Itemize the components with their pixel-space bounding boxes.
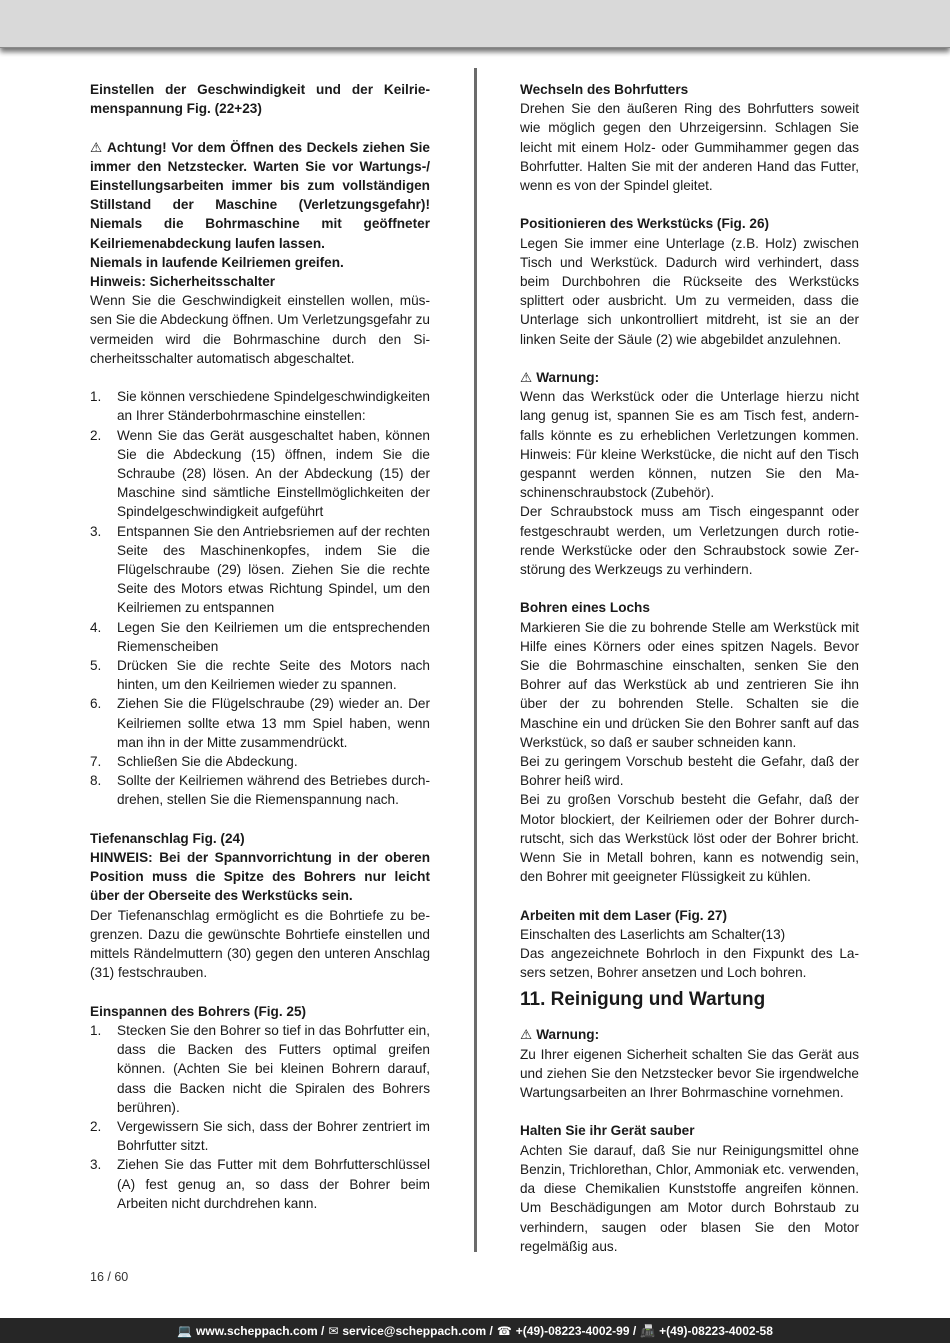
speed-steps-list [90, 387, 430, 809]
warning-icon: ⚠ [90, 139, 104, 155]
envelope-icon: ✉ [328, 1323, 339, 1338]
footer-phone: +(49)-08223-4002-99 / [515, 1323, 637, 1338]
list-item: 1. Stecken Sie den Bohrer so tief in das Bohrfutter ein, dass die Backen des Futters optimal greifen können. (Achten Sie bei kleinen Bohrern darauf, dass die Backen nicht die Spiralen des Bohrers berühren). [90, 1022, 430, 1115]
list-item: 8. Sollte der Keilriemen während des Betriebes durchdrehen, stellen Sie die Riemenspannung nach. [90, 773, 430, 808]
laser-title: Arbeiten mit dem Laser (Fig. 27) [520, 907, 727, 923]
depth-stop-text: Der Tiefenanschlag ermöglicht es die Bohrtiefe zu begrenzen. Dazu die gewünschte Bohrtiefe einstellen und mittels Rändelmuttern (30) gegen den unteren Anschlag (31) festschrauben. [90, 907, 430, 981]
footer-email-link[interactable]: service@scheppach.com / [342, 1323, 493, 1338]
list-item: 2. Vergewissern Sie sich, dass der Bohrer zentriert im Bohrfutter sitzt. [90, 1118, 430, 1154]
column-divider [474, 68, 477, 1252]
speed-warning [90, 138, 430, 253]
cleaning-warning-text: Zu Ihrer eigenen Sicherheit schalten Sie das Gerät aus und ziehen Sie den Netzstecker bevor Sie irgendwelche Wartungsarbeiten an Ihrer Bohrmaschine vornehmen. [520, 1046, 859, 1101]
footer-fax: +(49)-08223-4002-58 [659, 1323, 773, 1338]
list-item: 2. Wenn Sie das Gerät ausgeschaltet haben, können Sie die Abdeckung (15) öffnen, indem Sie die Schraube (28) lösen. An der Abdeckung (15) der Maschine sind sämtliche Einstellmöglichkeiten der Spindelgeschwindigkeit aufgeführt [90, 427, 430, 520]
drilling-hole-text: Markieren Sie die zu bohrende Stelle am Werkstück mit Hilfe eines Körners oder eines spitzen Nagels. Bevor Sie die Bohrmaschine einschalten, senken Sie den Bohrer auf das Werkstück ab und zentrieren Sie ihn über der zu bohrenden Stelle. Schalten sie die Maschine ein und drücken Sie den Bohrer sanft auf das Werkstück, so daß er sauber schneiden kann. [520, 619, 859, 750]
drilling-low-feed-text: Bei zu geringem Vorschub besteht die Gefahr, daß der Bohrer heiß wird. [520, 754, 859, 789]
left-column [90, 80, 430, 1213]
clamp-drill-title: Einspannen des Bohrers (Fig. 25) [90, 1003, 307, 1019]
speed-section-title: Einstellen der Geschwindigkeit und der Keilriemenspannung Fig. (22+23) [90, 82, 430, 117]
top-header-bar [0, 0, 950, 48]
list-item: 3. Ziehen Sie das Futter mit dem Bohrfutterschlüssel (A) fest genug an, so dass der Bohrer beim Arbeiten nicht durchdrehen kann. [90, 1157, 430, 1211]
speed-warning-text: Achtung! Vor dem Öffnen des Deckels ziehen Sie immer den Netzstecker. Warten Sie vor Wartungs-/ Einstellungsarbeiten immer bis zum vollständigen Stillstand der Maschine (Verletzungsgefahr)! Niemals die Bohrmaschine mit geöffneter Keilriemenabdeckung laufen lassen. [90, 139, 430, 251]
right-column [520, 80, 859, 1256]
cleaning-warning-title: ⚠ Warnung: [520, 1027, 600, 1043]
phone-icon: ☎ [496, 1323, 512, 1338]
list-item: 1. Sie können verschiedene Spindelgeschwindigkeiten an Ihrer Ständerbohrmaschine einstellen: [90, 389, 430, 424]
footer-website-link[interactable]: www.scheppach.com / [196, 1323, 325, 1338]
depth-stop-title: Tiefenanschlag Fig. (24) [90, 830, 245, 846]
fax-icon: 📠 [640, 1323, 656, 1338]
workpiece-warning-text: Wenn das Werkstück oder die Unterlage hierzu nicht lang genug ist, spannen Sie es am Tisch fest, andernfalls könnte es zu erheblichen Verletzungen kommen. Hinweis: Für kleine Werkstücke, die nicht auf den Tisch gespannt werden können, nutzen Sie den Maschinenschraubstock (Zubehör). [520, 389, 859, 501]
safety-switch-hint-title: Hinweis: Sicherheitsschalter [90, 274, 276, 290]
page-number: 16 / 60 [90, 1270, 129, 1284]
drilling-hole-title: Bohren eines Lochs [520, 600, 650, 616]
footer-bar [0, 1318, 950, 1343]
workpiece-position-text: Legen Sie immer eine Unterlage (z.B. Holz) zwischen Tisch und Werkstück. Dadurch wird verhindert, dass beim Durchbohren die Rückseite des Werkstücks splittert oder ausbricht. Um zu vermeiden, dass die Unterlage sich unkontrolliert mitdreht, ist sie an der linken Seite der Säule (2) wie abgebildet anzulehnen. [520, 235, 859, 347]
keep-clean-title: Halten Sie ihr Gerät sauber [520, 1123, 695, 1139]
list-item: 3. Entspannen Sie den Antriebsriemen auf der rechten Seite des Maschinenkopfes, indem Sie die Flügelschraube (29) lösen. Ziehen Sie die rechte Seite des Motors etwas Richtung Spindel, um den Keilriemen zu entspannen [90, 523, 430, 616]
clamp-drill-steps-list [90, 1021, 430, 1213]
computer-icon: 💻 [177, 1323, 193, 1338]
chuck-change-title: Wechseln des Bohrfutters [520, 82, 689, 97]
warning-icon: ⚠ [520, 1027, 533, 1043]
laser-line-1: Einschalten des Laserlichts am Schalter(13) [520, 926, 786, 942]
drilling-high-feed-text: Bei zu großen Vorschub besteht die Gefahr, daß der Motor blockiert, der Keilriemen oder der Bohrer durchrutscht, sich das Werkstück löst oder der Bohrer bricht. Wenn Sie in Metall bohren, kann es notwendig sein, den Bohrer mit geeigneter Flüssigkeit zu kühlen. [520, 792, 859, 885]
workpiece-position-title: Positionieren des Werkstücks (Fig. 26) [520, 216, 770, 232]
safety-switch-hint-text: Wenn Sie die Geschwindigkeit einstellen wollen, müssen Sie die Abdeckung öffnen. Um Verletzungsgefahr zu vermeiden wird die Bohrmaschine durch den Sicherheitsschalter automatisch abgeschaltet. [90, 293, 430, 366]
laser-line-2: Das angezeichnete Bohrloch in den Fixpunkt des Lasers setzen, Bohrer ansetzen und Loch bohren. [520, 946, 859, 981]
vise-warning-text: Der Schraubstock muss am Tisch eingespannt oder festgeschraubt werden, um Verletzungen durch rotierende Werkstücke oder den Schraubstock sowie Zerstörung des Werkzeugs zu verhindern. [520, 504, 859, 578]
workpiece-warning-title: ⚠ Warnung: [520, 370, 600, 386]
list-item: 6. Ziehen Sie die Flügelschraube (29) wieder an. Der Keilriemen sollte etwa 13 mm Spiel haben, wenn man ihn in der Mitte zusammendrückt. [90, 696, 430, 750]
section-heading-cleaning: 11. Reinigung und Wartung [520, 989, 766, 1011]
depth-stop-note: HINWEIS: Bei der Spannvorrichtung in der oberen Position muss die Spitze des Bohrers nur leicht über der Oberseite des Werkstücks sein. [90, 850, 430, 904]
chuck-change-text: Drehen Sie den äußeren Ring des Bohrfutters soweit wie möglich gegen den Uhrzeigersinn. Schlagen Sie leicht mit einem Holz- oder Gummihammer gegen das Bohrfutter. Halten Sie mit der anderen Hand das Futter, wenn es von der Spindel gleitet. [520, 101, 859, 194]
speed-warning-belt: Niemals in laufende Keilriemen greifen. [90, 254, 344, 270]
list-item: 4. Legen Sie den Keilriemen um die entsprechenden Riemenscheiben [90, 619, 430, 654]
keep-clean-text: Achten Sie darauf, daß Sie nur Reinigungsmittel ohne Benzin, Trichlorethan, Chlor, Ammoniak etc. verwenden, da diese Chemikalien Kunststoffe angreifen können. Um Beschädigungen am Motor durch Bohrstaub zu verhindern, saugen oder blasen Sie den Motor regelmäßig aus. [520, 1142, 859, 1254]
list-item: 7. Schließen Sie die Abdeckung. [90, 754, 298, 770]
list-item: 5. Drücken Sie die rechte Seite des Motors nach hinten, um den Keilriemen wieder zu spannen. [90, 658, 430, 693]
warning-icon: ⚠ [520, 370, 533, 386]
